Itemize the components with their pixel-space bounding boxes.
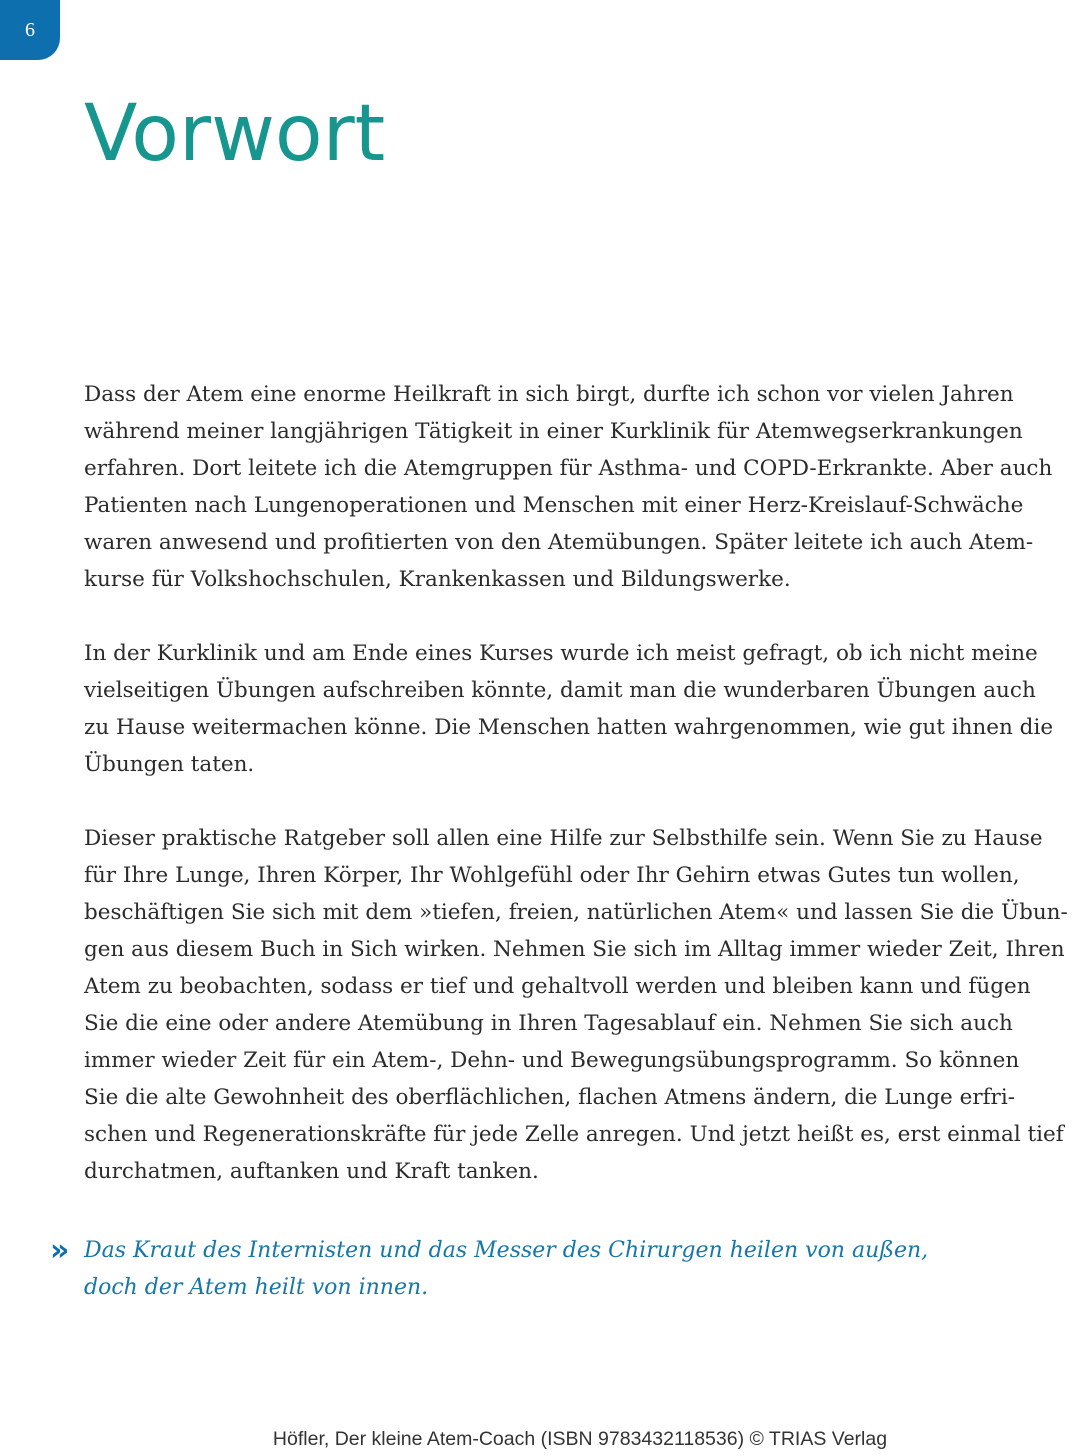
text-line: Sie die alte Gewohnheit des oberflächlichen, flachen Atmens ändern, die Lunge erfri- [84,1085,1015,1110]
text-line: erfahren. Dort leitete ich die Atemgruppen für Asthma- und COPD-Erkrankte. Aber auch [84,456,1053,481]
paragraph-1 [84,376,1082,598]
page-title: Vorwort [84,89,386,179]
quote-line: doch der Atem heilt von innen. [84,1275,429,1300]
text-line: beschäftigen Sie sich mit dem »tiefen, freien, natürlichen Atem« und lassen Sie die Übun- [84,900,1068,925]
text-line: In der Kurklinik und am Ende eines Kurses wurde ich meist gefragt, ob ich nicht meine [84,641,1038,666]
text-line: waren anwesend und profitierten von den Atemübungen. Später leitete ich auch Atem- [84,530,1034,555]
text-line: Übungen taten. [84,752,255,777]
text-line: durchatmen, auftanken und Kraft tanken. [84,1159,539,1184]
double-chevron-right-icon: » [50,1233,70,1268]
text-line: vielseitigen Übungen aufschreiben könnte, damit man die wunderbaren Übungen auch [84,678,1036,703]
text-line: kurse für Volkshochschulen, Krankenkassen und Bildungswerke. [84,567,791,592]
text-line: Dass der Atem eine enorme Heilkraft in sich birgt, durfte ich schon vor vielen Jahren [84,382,1014,407]
page-number: 6 [25,18,35,41]
page-number-badge [0,0,60,60]
text-line: Sie die eine oder andere Atemübung in Ihren Tagesablauf ein. Nehmen Sie sich auch [84,1011,1013,1036]
text-line: zu Hause weitermachen könne. Die Menschen hatten wahrgenommen, wie gut ihnen die [84,715,1054,740]
text-line: gen aus diesem Buch in Sich wirken. Nehmen Sie sich im Alltag immer wieder Zeit, Ihren [84,937,1065,962]
paragraph-3 [84,820,1082,1190]
text-line: Patienten nach Lungenoperationen und Menschen mit einer Herz-Kreislauf-Schwäche [84,493,1024,518]
text-line: Atem zu beobachten, sodass er tief und gehaltvoll werden und bleiben kann und fügen [84,974,1031,999]
quote-text [84,1232,1064,1306]
footer-citation: Höfler, Der kleine Atem-Coach (ISBN 9783432118536) © TRIAS Verlag [272,1428,888,1450]
text-line: während meiner langjährigen Tätigkeit in einer Kurklinik für Atemwegserkrankungen [84,419,1023,444]
text-line: schen und Regenerationskräfte für jede Zelle anregen. Und jetzt heißt es, erst einmal tief [84,1122,1064,1147]
quote-block [50,1232,1064,1306]
body-text [84,376,1082,1227]
quote-line: Das Kraut des Internisten und das Messer des Chirurgen heilen von außen, [84,1238,929,1263]
text-line: immer wieder Zeit für ein Atem-, Dehn- und Bewegungsübungsprogramm. So können [84,1048,1020,1073]
text-line: Dieser praktische Ratgeber soll allen eine Hilfe zur Selbsthilfe sein. Wenn Sie zu Hause [84,826,1043,851]
paragraph-2 [84,635,1082,783]
text-line: für Ihre Lunge, Ihren Körper, Ihr Wohlgefühl oder Ihr Gehirn etwas Gutes tun wollen, [84,863,1020,888]
